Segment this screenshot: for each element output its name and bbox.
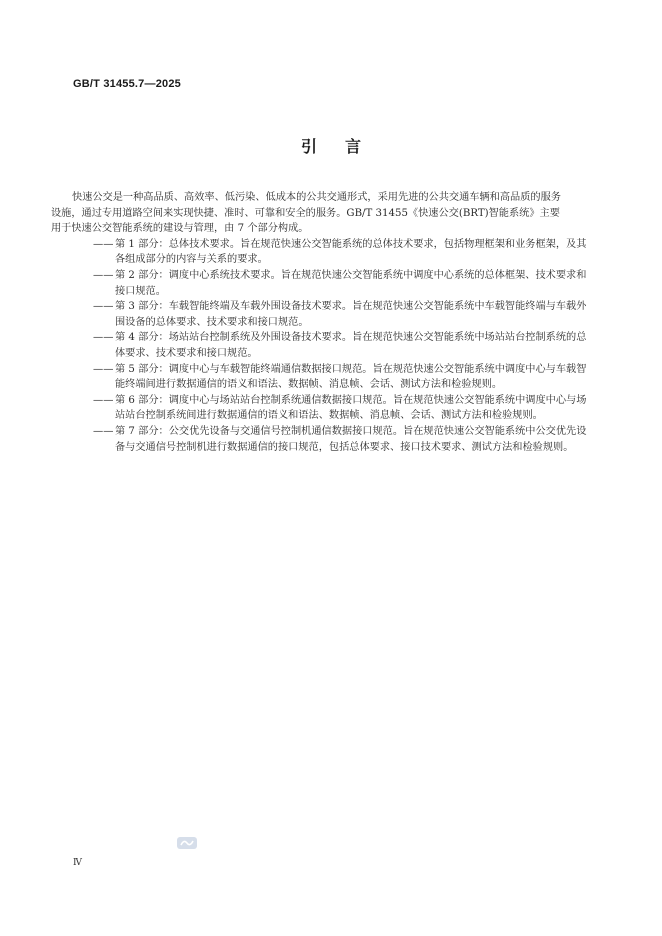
list-item-text: 第 3 部分：车载智能终端及车载外围设备技术要求。旨在规范快速公交智能系统中车载智能终端与车载外围设备的总体要求、技术要求和接口规范。 xyxy=(115,301,587,328)
list-item-text: 第 5 部分：调度中心与车载智能终端通信数据接口规范。旨在规范快速公交智能系统中调度中心与车载智能终端间进行数据通信的语义和语法、数据帧、消息帧、会话、测试方法和检验规则。 xyxy=(115,363,587,391)
list-item xyxy=(93,268,590,299)
intro-paragraph: 快速公交是一种高品质、高效率、低污染、低成本的公共交通形式，采用先进的公共交通车辆和高品质的服务设施，通过专用道路空间来实现快捷、准时、可靠和安全的服务。GB/T 31455《快速公交(BRT)智能系统》主要用于快速公交智能系统的建设与管理，由 7 个部分构成。 xyxy=(51,192,561,235)
list-dash: —— xyxy=(93,238,114,250)
list-item xyxy=(93,237,590,268)
list-dash: —— xyxy=(93,332,114,344)
list-item-text: 第 1 部分：总体技术要求。旨在规范快速公交智能系统的总体技术要求，包括物理框架和业务框架，及其各组成部分的内容与关系的要求。 xyxy=(115,238,587,266)
list-item-text: 第 6 部分：调度中心与场站站台控制系统通信数据接口规范。旨在规范快速公交智能系统中调度中心与场站站台控制系统间进行数据通信的语义和语法、数据帧、消息帧、会话、测试方法和检验规则。 xyxy=(115,394,587,422)
page-title: 引言 xyxy=(300,137,389,156)
list-dash: —— xyxy=(93,269,114,281)
list-dash: —— xyxy=(93,363,114,375)
page-number: Ⅳ xyxy=(73,858,82,868)
intro-paragraph-container xyxy=(51,190,590,237)
document-code: GB/T 31455.7—2025 xyxy=(73,78,181,90)
list-item xyxy=(93,330,590,361)
list-item xyxy=(93,362,590,393)
list-item-text: 第 2 部分：调度中心系统技术要求。旨在规范快速公交智能系统中调度中心系统的总体框架、技术要求和接口规范。 xyxy=(115,269,587,297)
list-item xyxy=(93,424,590,455)
list-item-text: 第 7 部分：公交优先设备与交通信号控制机通信数据接口规范。旨在规范快速公交智能系统中公交优先设备与交通信号控制机进行数据通信的接口规范，包括总体要求、接口技术要求、测试方法和检验规则。 xyxy=(115,425,587,453)
list-item-text: 第 4 部分：场站站台控制系统及外围设备技术要求。旨在规范快速公交智能系统中场站站台控制系统的总体要求、技术要求和接口规范。 xyxy=(115,332,587,359)
document-body xyxy=(51,190,590,455)
list-item xyxy=(93,393,590,424)
list-dash: —— xyxy=(93,394,114,406)
list-dash: —— xyxy=(93,301,114,313)
publisher-logo-icon xyxy=(176,836,198,850)
list-item xyxy=(93,299,590,330)
list-dash: —— xyxy=(93,425,114,437)
parts-list xyxy=(93,237,590,455)
